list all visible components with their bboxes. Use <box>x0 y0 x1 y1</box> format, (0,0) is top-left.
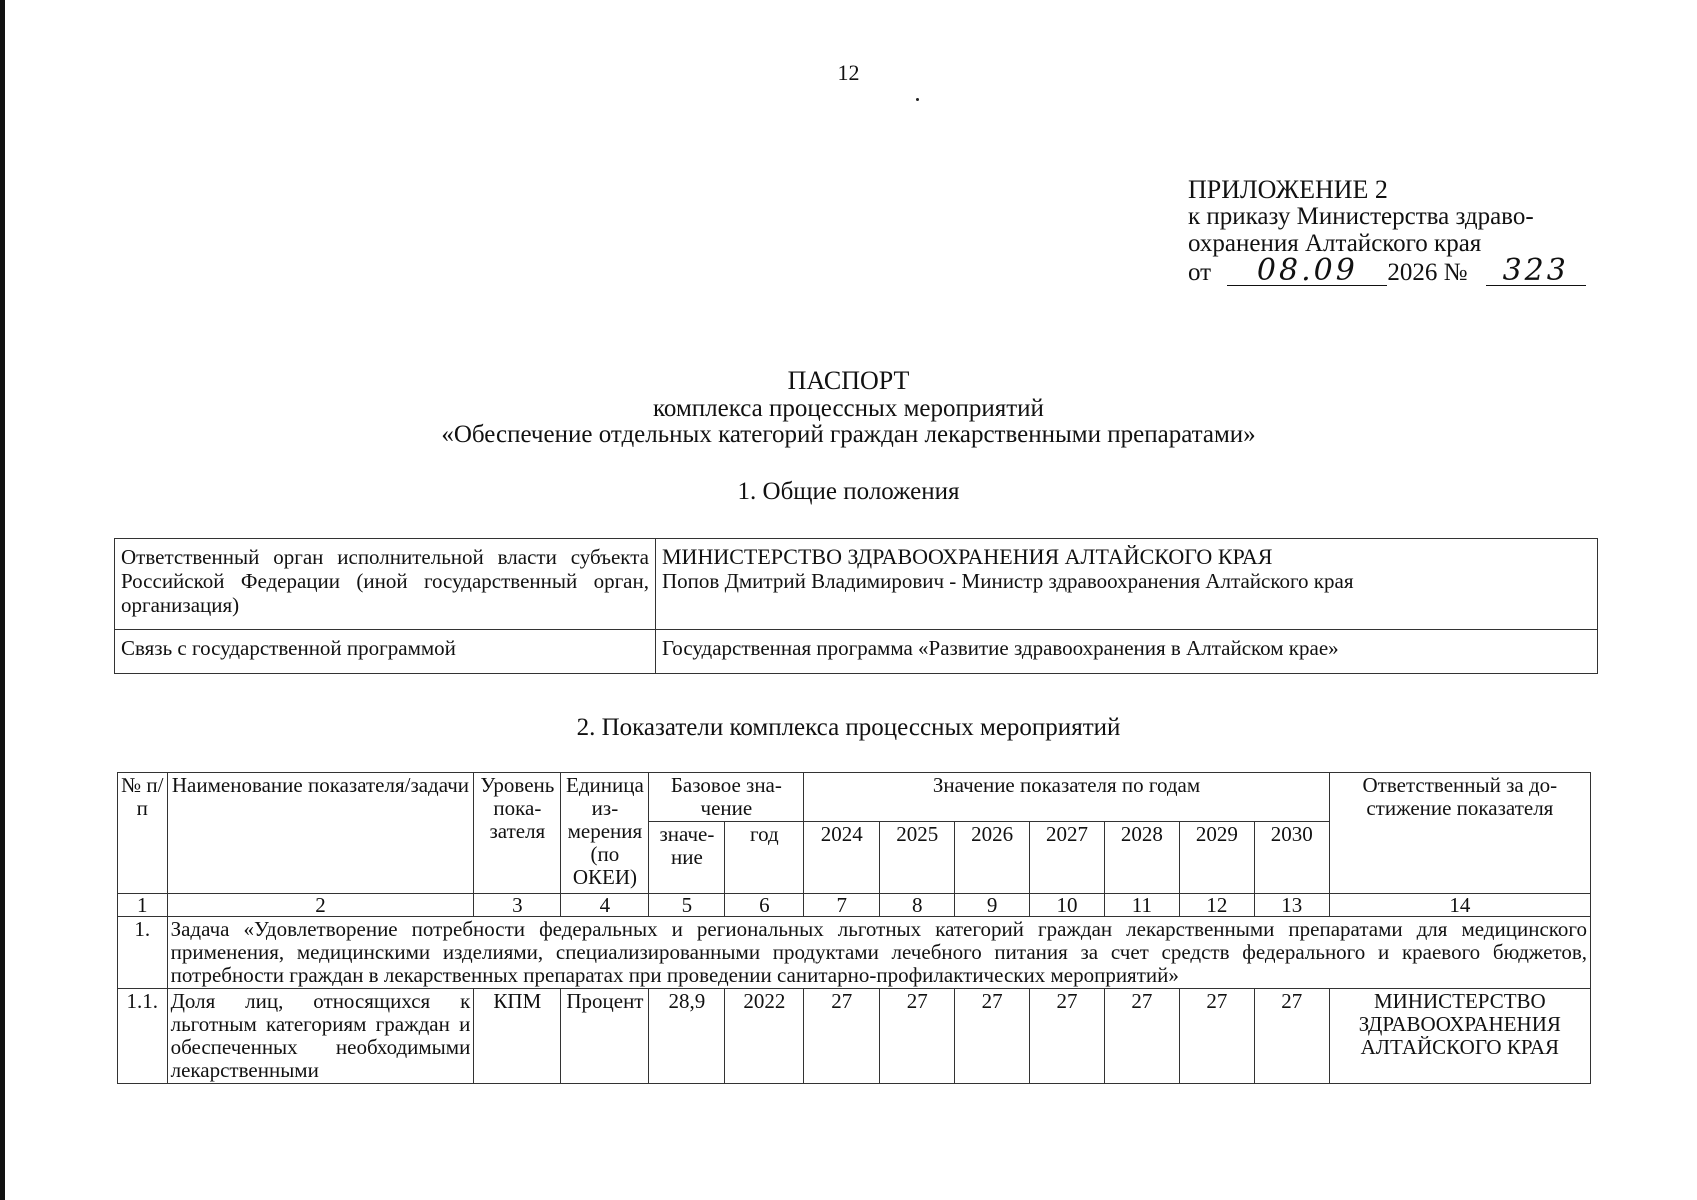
page-number: 12 <box>837 60 860 85</box>
handwritten-number: 323 <box>1486 257 1586 286</box>
header-responsible: Ответственный за достижение показателя <box>1329 773 1590 894</box>
minister-name: Попов Дмитрий Владимирович - Министр здравоохранения Алтайского края <box>662 569 1354 593</box>
table-row <box>115 630 1598 674</box>
header-year: 2028 <box>1104 822 1179 894</box>
header-level: Уровень показателя <box>474 773 561 894</box>
task-num: 1. <box>118 917 168 989</box>
base-value: 28,9 <box>649 989 725 1084</box>
responsible-body-label: Ответственный орган исполнительной власти субъекта Российской Федерации (иной государственный орган, организация) <box>115 539 656 630</box>
header-num: № п/п <box>118 773 168 894</box>
task-row <box>118 917 1591 989</box>
column-number: 10 <box>1030 894 1105 917</box>
column-number: 1 <box>118 894 168 917</box>
column-number: 4 <box>561 894 649 917</box>
header-year: 2025 <box>880 822 955 894</box>
column-number: 2 <box>167 894 474 917</box>
indicator-unit: Процент <box>561 989 649 1084</box>
passport-header <box>0 366 1697 448</box>
indicator-level: КПМ <box>474 989 561 1084</box>
header-year: 2030 <box>1254 822 1329 894</box>
column-number: 11 <box>1104 894 1179 917</box>
header-year: 2029 <box>1179 822 1254 894</box>
column-number: 8 <box>880 894 955 917</box>
table-row <box>118 989 1591 1084</box>
base-year: 2022 <box>725 989 804 1084</box>
header-name: Наименование показателя/задачи <box>167 773 474 894</box>
section-1-heading: 1. Общие положения <box>737 478 960 505</box>
table-row <box>115 539 1598 630</box>
header-base-year: год <box>725 822 804 894</box>
year-value: 27 <box>804 989 880 1084</box>
date-year: 2026 № <box>1387 259 1468 286</box>
header-unit: Единица измерения (по ОКЕИ) <box>561 773 649 894</box>
row-num: 1.1. <box>118 989 168 1084</box>
header-year: 2024 <box>804 822 880 894</box>
passport-subtitle-2: «Обеспечение отдельных категорий граждан лекарственными препаратами» <box>441 421 1256 448</box>
indicator-name: Доля лиц, относящихся к льготным категориям граждан и обеспеченных необходимыми лекарственными <box>167 989 474 1084</box>
year-value: 27 <box>880 989 955 1084</box>
header-year: 2026 <box>955 822 1030 894</box>
column-number: 3 <box>474 894 561 917</box>
responsible-org: МИНИСТЕРСТВО ЗДРАВООХРАНЕНИЯ АЛТАЙСКОГО КРАЯ <box>1329 989 1590 1084</box>
year-value: 27 <box>1104 989 1179 1084</box>
handwritten-date: 08.09 <box>1227 257 1387 286</box>
year-value: 27 <box>1030 989 1105 1084</box>
year-value: 27 <box>955 989 1030 1084</box>
date-prefix: от <box>1188 259 1212 286</box>
passport-subtitle-1: комплекса процессных мероприятий <box>653 395 1044 422</box>
indicators-table <box>117 772 1591 1084</box>
program-link-value: Государственная программа «Развитие здравоохранения в Алтайском крае» <box>656 630 1598 674</box>
column-number: 9 <box>955 894 1030 917</box>
task-text: Задача «Удовлетворение потребности федеральных и региональных льготных категорий граждан лекарственными препаратами для медицинского применения, медицинскими изделиями, специализированными продуктами лечебного питания за счет средств федерального и краевого бюджетов, потребности граждан в лекарственных препаратах при проведении санитарно-профилактических мероприятий» <box>167 917 1590 989</box>
scan-left-edge <box>0 0 5 1200</box>
column-number: 14 <box>1329 894 1590 917</box>
appendix-date-line <box>1188 253 1586 288</box>
responsible-body-value <box>656 539 1598 630</box>
column-number: 13 <box>1254 894 1329 917</box>
appendix-line-2: охранения Алтайского края <box>1188 230 1482 257</box>
section-2-heading: 2. Показатели комплекса процессных мероприятий <box>576 714 1121 741</box>
appendix-line-1: к приказу Министерства здраво- <box>1188 203 1534 230</box>
column-numbers-row <box>118 894 1591 917</box>
general-provisions-table <box>114 538 1598 674</box>
ministry-name: МИНИСТЕРСТВО ЗДРАВООХРАНЕНИЯ АЛТАЙСКОГО КРАЯ <box>662 544 1273 569</box>
column-number: 7 <box>804 894 880 917</box>
column-number: 5 <box>649 894 725 917</box>
column-number: 12 <box>1179 894 1254 917</box>
appendix-title: ПРИЛОЖЕНИЕ 2 <box>1188 175 1388 204</box>
scan-dot <box>916 98 919 101</box>
column-number: 6 <box>725 894 804 917</box>
year-value: 27 <box>1254 989 1329 1084</box>
program-link-label: Связь с государственной программой <box>115 630 656 674</box>
header-by-years: Значение показателя по годам <box>804 773 1329 822</box>
year-value: 27 <box>1179 989 1254 1084</box>
header-row-1 <box>118 773 1591 822</box>
appendix-block <box>1188 176 1586 286</box>
header-year: 2027 <box>1030 822 1105 894</box>
header-base: Базовое значение <box>649 773 804 822</box>
header-base-value: значение <box>649 822 725 894</box>
passport-title: ПАСПОРТ <box>787 366 910 395</box>
